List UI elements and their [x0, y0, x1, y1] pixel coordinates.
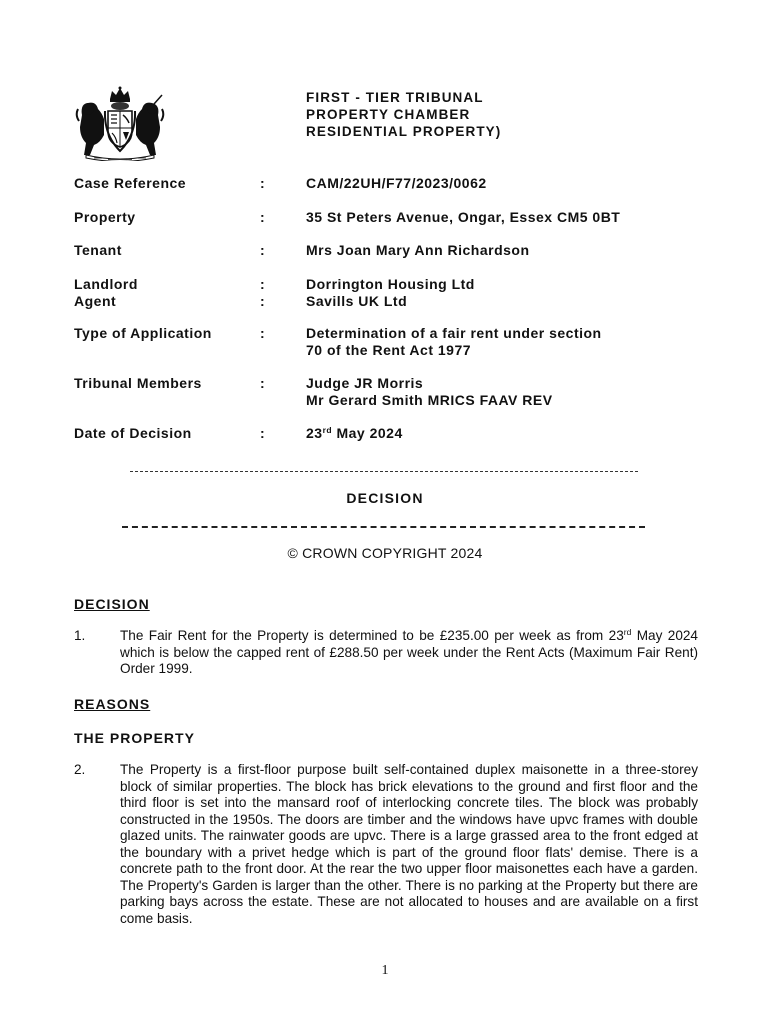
colon: :	[260, 276, 266, 292]
application-value-line-1: Determination of a fair rent under section	[306, 325, 602, 341]
date-day: 23	[306, 425, 323, 441]
paragraph-number: 2.	[74, 762, 86, 777]
page-number: 1	[381, 963, 389, 978]
divider-heavy	[122, 526, 645, 528]
colon: :	[260, 375, 266, 391]
reasons-section-heading: REASONS	[74, 696, 151, 712]
tenant-value: Mrs Joan Mary Ann Richardson	[306, 242, 530, 258]
colon: :	[260, 209, 266, 225]
colon: :	[260, 293, 266, 309]
date-ordinal: rd	[322, 425, 333, 435]
paragraph-2-text: The Property is a first-floor purpose built self-contained duplex maisonette in a three-storey block of similar properties. The block has brick elevations to the ground and first floor and the third floor is set into the mansard roof of interlocking concrete tiles. The block was probably constructed in the 1950s. The doors are timber and the windows have upvc frames with double glazed units. The rainwater goods are upvc. There is a large grassed area to the front edged at the boundary with a privet hedge which is part of the ground floor flats' demise. There is a concrete path to the front door. At the rear the two upper floor maisonettes each have a garden. The Property's Garden is larger than the other. There is no parking at the Property but there are parking bays across the estate. These are not allocated to houses and are available on a first come basis.	[120, 762, 698, 926]
date-rest: May 2024	[332, 425, 403, 441]
title-line-3: RESIDENTIAL PROPERTY)	[306, 124, 502, 139]
divider-dashed	[130, 471, 638, 472]
members-label: Tribunal Members	[74, 375, 202, 391]
application-value-line-2: 70 of the Rent Act 1977	[306, 342, 472, 358]
paragraph-number: 1.	[74, 628, 86, 643]
landlord-label: Landlord	[74, 276, 138, 292]
paragraph-1-text-b: May 2024 which is below the capped rent of £288.50 per week under the Rent Acts (Maximum Fair Rent) Order 1999.	[120, 628, 698, 676]
paragraph-1-text-a: The Fair Rent for the Property is determined to be £235.00 per week as from 23	[120, 628, 624, 643]
property-label: Property	[74, 209, 136, 225]
member-judge: Judge JR Morris	[306, 375, 424, 391]
colon: :	[260, 325, 266, 341]
application-label: Type of Application	[74, 325, 212, 341]
landlord-value: Dorrington Housing Ltd	[306, 276, 475, 292]
property-value: 35 St Peters Avenue, Ongar, Essex CM5 0BT	[306, 209, 621, 225]
crown-copyright: © CROWN COPYRIGHT 2024	[287, 545, 483, 561]
decision-heading: DECISION	[346, 490, 424, 506]
colon: :	[260, 175, 266, 191]
agent-label: Agent	[74, 293, 117, 309]
case-reference-label: Case Reference	[74, 175, 187, 191]
royal-coat-of-arms-icon	[74, 85, 166, 161]
decision-date-label: Date of Decision	[74, 425, 192, 441]
property-section-heading: THE PROPERTY	[74, 730, 195, 746]
case-reference-value: CAM/22UH/F77/2023/0062	[306, 175, 487, 191]
member-surveyor: Mr Gerard Smith MRICS FAAV REV	[306, 392, 553, 408]
title-line-2: PROPERTY CHAMBER	[306, 107, 471, 122]
colon: :	[260, 242, 266, 258]
decision-section-heading: DECISION	[74, 596, 150, 612]
colon: :	[260, 425, 266, 441]
agent-value: Savills UK Ltd	[306, 293, 408, 309]
tenant-label: Tenant	[74, 242, 122, 258]
paragraph-1-text	[120, 628, 698, 678]
decision-date-value	[306, 425, 403, 442]
tribunal-title	[306, 89, 501, 140]
title-line-1: FIRST - TIER TRIBUNAL	[306, 90, 484, 105]
paragraph-1-ordinal: rd	[623, 627, 632, 637]
